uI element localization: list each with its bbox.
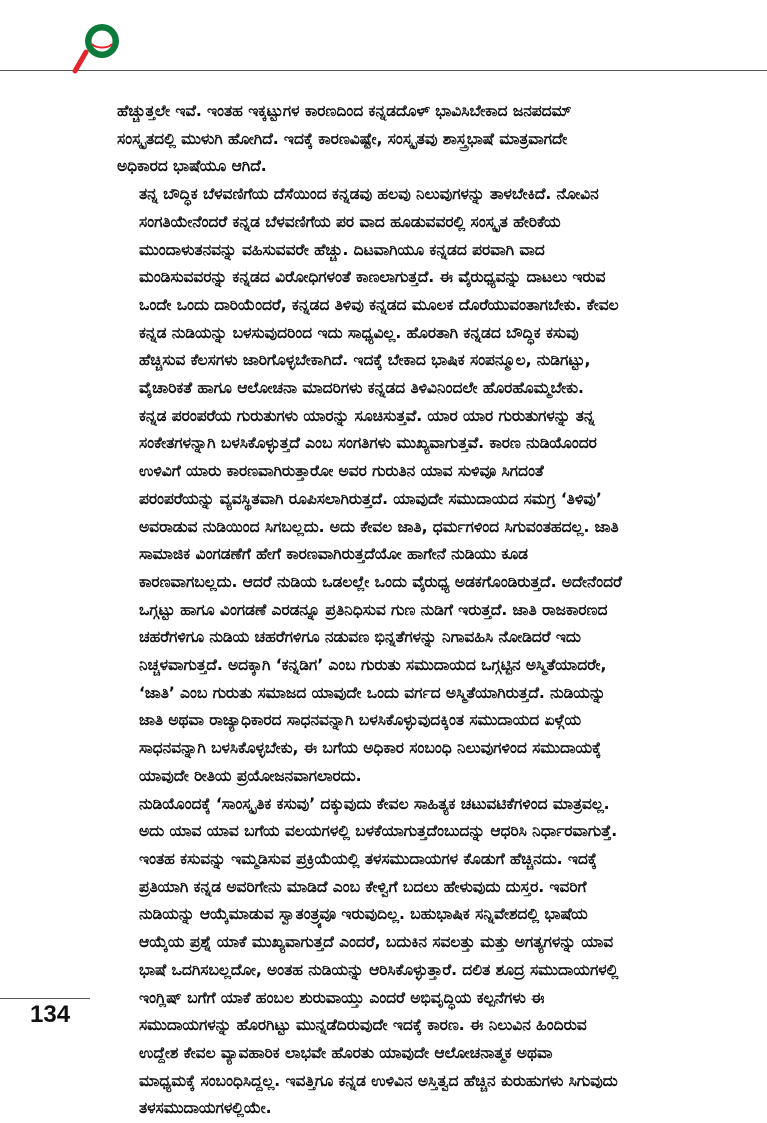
text-line: ಆಯ್ಕೆಯ ಪ್ರಶ್ನೆ ಯಾಕೆ ಮುಖ್ಯವಾಗುತ್ತದೆ ಎಂದರೆ, ಬದುಕಿನ ಸವಲತ್ತು ಮತ್ತು ಅಗತ್ಯಗಳನ್ನು ಯಾವ — [139, 933, 614, 952]
text-line: ಕನ್ನಡ ನುಡಿಯನ್ನು ಬಳಸುವುದರಿಂದ ಇದು ಸಾಧ್ಯವಿಲ್ಲ. ಹೊರತಾಗಿ ಕನ್ನಡದ ಬೌದ್ಧಿಕ ಕಸುವು — [139, 323, 579, 342]
text-line: ಸಂಸ್ಕೃತದಲ್ಲಿ ಮುಳುಗಿ ಹೋಗಿದೆ. ಇದಕ್ಕೆ ಕಾರಣವಿಷ್ಟೇ, ಸಂಸ್ಕೃತವು ಶಾಸ್ತ್ರಭಾಷೆ ಮಾತ್ರವಾಗದೇ — [117, 129, 568, 148]
footer-rule — [0, 998, 90, 999]
text-line: ಕಾರಣವಾಗಬಲ್ಲದು. ಆದರೆ ನುಡಿಯ ಒಡಲಲ್ಲೇ ಒಂದು ವೈರುಧ್ಯ ಅಡಕಗೊಂಡಿರುತ್ತದೆ. ಅದೇನೆಂದರೆ — [139, 572, 622, 591]
paragraph — [117, 791, 697, 1123]
paragraph — [117, 181, 697, 403]
paragraph — [117, 98, 697, 181]
text-line: ಮಂಡಿಸುವವರನ್ನು ಕನ್ನಡದ ವಿರೋಧಿಗಳಂತೆ ಕಾಣಲಾಗುತ್ತದೆ. ಈ ವೈರುಧ್ಯವನ್ನು ದಾಟಲು ಇರುವ — [139, 268, 606, 287]
text-line: ಮುಂದಾಳುತನವನ್ನು ವಹಿಸುವವರೇ ಹೆಚ್ಚು. ದಿಟವಾಗಿಯೂ ಕನ್ನಡದ ಪರವಾಗಿ ವಾದ — [139, 240, 545, 259]
text-line: ಕನ್ನಡ ಪರಂಪರೆಯ ಗುರುತುಗಳು ಯಾರನ್ನು ಸೂಚಿಸುತ್ತವೆ. ಯಾರ ಯಾರ ಗುರುತುಗಳನ್ನು ತನ್ನ — [139, 406, 595, 425]
text-line: ಅವರಾಡುವ ನುಡಿಯಿಂದ ಸಿಗಬಲ್ಲದು. ಅದು ಕೇವಲ ಜಾತಿ, ಧರ್ಮಗಳಿಂದ ಸಿಗುವಂತಹದಲ್ಲ. ಜಾತಿ — [139, 517, 619, 536]
text-line: ಉದ್ದೇಶ ಕೇವಲ ವ್ಯಾವಹಾರಿಕ ಲಾಭವೇ ಹೊರತು ಯಾವುದೇ ಆಲೋಚನಾತ್ಮಕ ಅಥವಾ — [139, 1043, 553, 1062]
text-line: ಸಂಕೇತಗಳನ್ನಾಗಿ ಬಳಸಿಕೊಳ್ಳುತ್ತದೆ ಎಂಬ ಸಂಗತಿಗಳು ಮುಖ್ಯವಾಗುತ್ತವೆ. ಕಾರಣ ನುಡಿಯೊಂದರ — [139, 434, 597, 453]
text-line: ನಿಚ್ಚಳವಾಗುತ್ತದೆ. ಅದಕ್ಕಾಗಿ ‘ಕನ್ನಡಿಗ’ ಎಂಬ ಗುರುತು ಸಮುದಾಯದ ಒಗ್ಗಟ್ಟಿನ ಅಸ್ಮಿತೆಯಾದರೇ, — [139, 656, 607, 675]
text-line: ಭಾಷೆ ಒದಗಿಸಬಲ್ಲದೋ, ಅಂತಹ ನುಡಿಯನ್ನು ಆರಿಸಿಕೊಳ್ಳುತ್ತಾರೆ. ದಲಿತ ಶೂದ್ರ ಸಮುದಾಯಗಳಲ್ಲಿ — [139, 960, 619, 979]
text-line: ಅದು ಯಾವ ಯಾವ ಬಗೆಯ ವಲಯಗಳಲ್ಲಿ ಬಳಕೆಯಾಗುತ್ತದೆಂಬುದನ್ನು ಆಧರಿಸಿ ನಿರ್ಧಾರವಾಗುತ್ತೆ. — [139, 822, 618, 841]
text-line: ಮಾಧ್ಯಮಕ್ಕೆ ಸಂಬಂಧಿಸಿದ್ದಲ್ಲ. ಇವತ್ತಿಗೂ ಕನ್ನಡ ಉಳಿವಿನ ಅಸ್ತಿತ್ವದ ಹೆಚ್ಚಿನ ಕುರುಹುಗಳು ಸಿಗುವುದು — [139, 1071, 618, 1090]
text-line: ಪರಂಪರೆಯನ್ನು ವ್ಯವಸ್ಥಿತವಾಗಿ ರೂಪಿಸಲಾಗಿರುತ್ತದೆ. ಯಾವುದೇ ಸಮುದಾಯದ ಸಮಗ್ರ ‘ತಿಳಿವು’ — [139, 489, 602, 508]
text-line: ಇಂಗ್ಲಿಷ್ ಬಗೆಗೆ ಯಾಕೆ ಹಂಬಲ ಶುರುವಾಯ್ತು ಎಂದರೆ ಅಭಿವೃದ್ಧಿಯ ಕಲ್ಪನೆಗಳು ಈ — [139, 988, 545, 1007]
text-line: ಉಳಿವಿಗೆ ಯಾರು ಕಾರಣವಾಗಿರುತ್ತಾರೋ ಅವರ ಗುರುತಿನ ಯಾವ ಸುಳಿವೂ ಸಿಗದಂತೆ — [139, 462, 544, 481]
text-line: ನುಡಿಯನ್ನು ಆಯ್ಕೆಮಾಡುವ ಸ್ವಾತಂತ್ರ್ಯವೂ ಇರುವುದಿಲ್ಲ. ಬಹುಭಾಷಿಕ ಸನ್ನಿವೇಶದಲ್ಲಿ ಭಾಷೆಯ — [139, 905, 588, 924]
text-line: ಸಮುದಾಯಗಳನ್ನು ಹೊರಗಿಟ್ಟು ಮುನ್ನಡೆದಿರುವುದೇ ಇದಕ್ಕೆ ಕಾರಣ. ಈ ನಿಲುವಿನ ಹಿಂದಿರುವ — [139, 1016, 587, 1035]
text-line: ವೈಚಾರಿಕತೆ ಹಾಗೂ ಆಲೋಚನಾ ಮಾದರಿಗಳು ಕನ್ನಡದ ತಿಳಿವಿನಿಂದಲೇ ಹೊರಹೊಮ್ಮಬೇಕು. — [139, 379, 584, 398]
text-line: ಪ್ರತಿಯಾಗಿ ಕನ್ನಡ ಅವರಿಗೇನು ಮಾಡಿದೆ ಎಂಬ ಕೇಳ್ವಿಗೆ ಬದಲು ಹೇಳುವುದು ದುಸ್ತರ. ಇವರಿಗೆ — [139, 877, 587, 896]
page-number: 134 — [30, 1001, 71, 1028]
text-line: ಹೆಚ್ಚಿಸುವ ಕೆಲಸಗಳು ಜಾರಿಗೊಳ್ಳಬೇಕಾಗಿದೆ. ಇದಕ್ಕೆ ಬೇಕಾದ ಭಾಷಿಕ ಸಂಪನ್ಮೂಲ, ನುಡಿಗಟ್ಟು, — [139, 351, 591, 370]
text-line: ‘ಜಾತಿ’ ಎಂಬ ಗುರುತು ಸಮಾಜದ ಯಾವುದೇ ಒಂದು ವರ್ಗದ ಅಸ್ಮಿತೆಯಾಗಿರುತ್ತದೆ. ನುಡಿಯನ್ನು — [139, 683, 606, 702]
text-line: ನುಡಿಯೊಂದಕ್ಕೆ ‘ಸಾಂಸ್ಕೃತಿಕ ಕಸುವು’ ದಕ್ಕುವುದು ಕೇವಲ ಸಾಹಿತ್ಯಕ ಚಟುವಟಿಕೆಗಳಿಂದ ಮಾತ್ರವಲ್ಲ. — [139, 794, 610, 813]
text-line: ಯಾವುದೇ ರೀತಿಯ ಪ್ರಯೋಜನವಾಗಲಾರದು. — [139, 766, 362, 785]
text-line: ತನ್ನ ಬೌದ್ಧಿಕ ಬೆಳವಣಿಗೆಯ ದೆಸೆಯಿಂದ ಕನ್ನಡವು ಹಲವು ನಿಲುವುಗಳನ್ನು ತಾಳಬೇಕಿದೆ. ನೋವಿನ — [139, 185, 599, 204]
text-line: ಸಂಗತಿಯೇನೆಂದರೆ ಕನ್ನಡ ಬೆಳವಣಿಗೆಯ ಪರ ವಾದ ಹೂಡುವವರಲ್ಲಿ ಸಂಸ್ಕೃತ ಹೇರಿಕೆಯ — [139, 212, 561, 231]
article-body — [117, 98, 697, 1123]
text-line: ಸಾಧನವನ್ನಾಗಿ ಬಳಸಿಕೊಳ್ಳಬೇಕು, ಈ ಬಗೆಯ ಅಧಿಕಾರ ಸಂಬಂಧಿ ನಿಲುವುಗಳಿಂದ ಸಮುದಾಯಕ್ಕೆ — [139, 739, 602, 758]
text-line: ಒಂದೇ ಒಂದು ದಾರಿಯೆಂದರೆ, ಕನ್ನಡದ ತಿಳಿವು ಕನ್ನಡದ ಮೂಲಕ ದೊರೆಯುವಂತಾಗಬೇಕು. ಕೇವಲ — [139, 295, 619, 314]
magnifier-logo-icon — [72, 22, 124, 74]
text-line: ತಳಸಮುದಾಯಗಳಲ್ಲಿಯೇ. — [139, 1099, 272, 1118]
text-line: ಹೆಚ್ಚುತ್ತಲೇ ಇವೆ. ಇಂತಹ ಇಕ್ಕಟ್ಟುಗಳ ಕಾರಣದಿಂದ ಕನ್ನಡದೊಳ್ ಭಾವಿಸಿಬೇಕಾದ ಜನಪದಮ್ — [117, 102, 572, 120]
text-line: ಇಂತಹ ಕಸುವನ್ನು ಇಮ್ಮಡಿಸುವ ಪ್ರಕ್ರಿಯೆಯಲ್ಲಿ ತಳಸಮುದಾಯಗಳ ಕೊಡುಗೆ ಹೆಚ್ಚಿನದು. ಇದಕ್ಕೆ — [139, 849, 597, 868]
text-line: ಜಾತಿ ಅಥವಾ ರಾಜ್ಯಾಧಿಕಾರದ ಸಾಧನವನ್ನಾಗಿ ಬಳಸಿಕೊಳ್ಳುವುದಕ್ಕಿಂತ ಸಮುದಾಯದ ಏಳ್ಗೆಯ — [139, 711, 582, 730]
text-line: ಸಾಮಾಜಿಕ ವಿಂಗಡಣೆಗೆ ಹೇಗೆ ಕಾರಣವಾಗಿರುತ್ತದೆಯೋ ಹಾಗೇನೆ ನುಡಿಯು ಕೂಡ — [139, 545, 529, 564]
paragraph — [117, 403, 697, 791]
text-line: ಚಹರೆಗಳಿಗೂ ನುಡಿಯ ಚಹರೆಗಳಿಗೂ ನಡುವಣ ಭಿನ್ನತೆಗಳನ್ನು ನಿಗಾವಹಿಸಿ ನೋಡಿದರೆ ಇದು — [139, 628, 581, 647]
text-line: ಅಧಿಕಾರದ ಭಾಷೆಯೂ ಆಗಿದೆ. — [117, 157, 267, 176]
text-line: ಒಗ್ಗಟ್ಟು ಹಾಗೂ ವಿಂಗಡಣೆ ಎರಡನ್ನೂ ಪ್ರತಿನಿಧಿಸುವ ಗುಣ ನುಡಿಗೆ ಇರುತ್ತದೆ. ಜಾತಿ ರಾಜಕಾರಣದ — [139, 600, 608, 619]
